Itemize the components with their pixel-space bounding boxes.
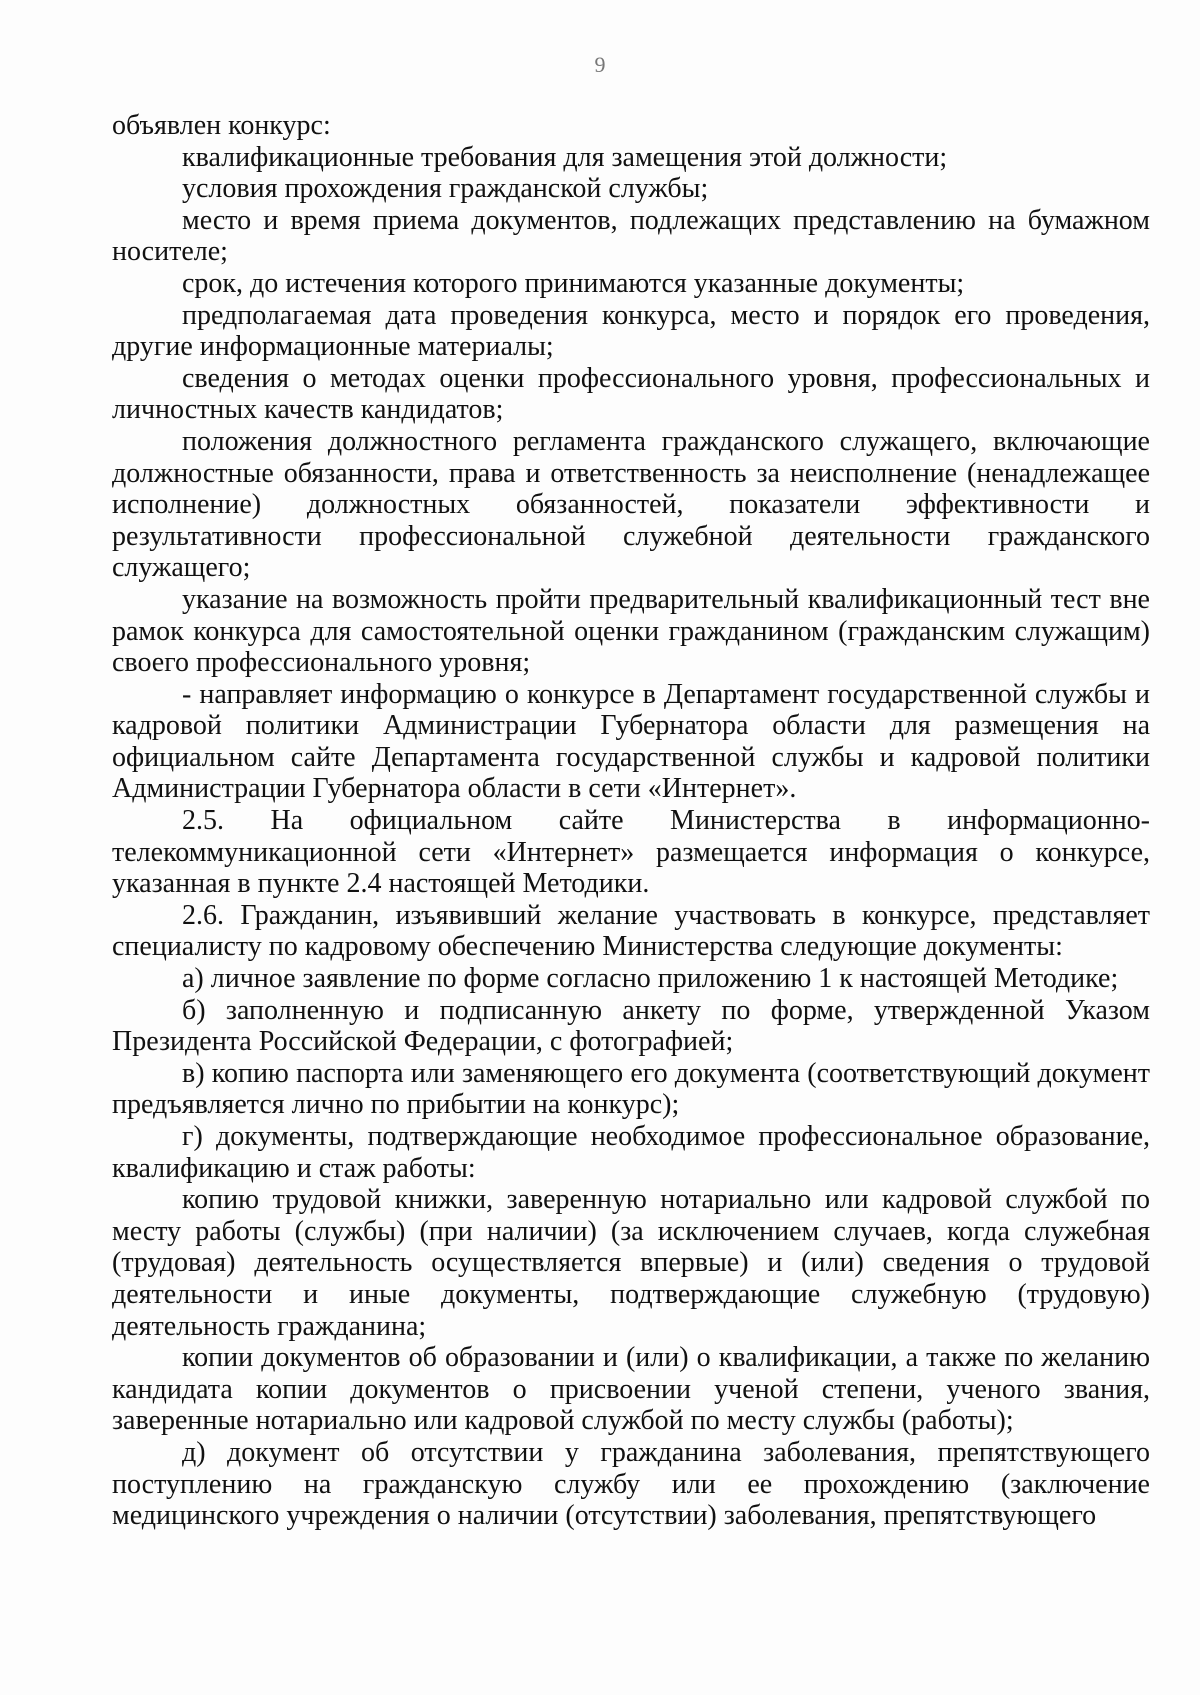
- paragraph: условия прохождения гражданской службы;: [182, 173, 709, 205]
- paragraph: г) документы, подтверждающие необходимое профессиональное образование, квалификацию и стаж работы:: [112, 1121, 1150, 1184]
- paragraph: квалификационные требования для замещения этой должности;: [182, 141, 948, 173]
- page-number: 9: [594, 52, 606, 77]
- paragraph: срок, до истечения которого принимаются указанные документы;: [182, 267, 965, 299]
- paragraph: предполагаемая дата проведения конкурса, место и порядок его проведения, другие информационные материалы;: [112, 299, 1150, 363]
- paragraph: д) документ об отсутствии у гражданина заболевания, препятствующего поступлению на гражданскую службу или ее прохождению (заключение медицинского учреждения о наличии (отсутствии) заболевания, препятствующего: [112, 1436, 1150, 1532]
- paragraph: положения должностного регламента гражданского служащего, включающие должностные обязанности, права и ответственность за неисполнение (ненадлежащее исполнение) должностных обязанностей, показатели эффективности и результативности профессиональной служебной деятельности гражданского служащего;: [112, 425, 1150, 584]
- paragraph: копии документов об образовании и (или) о квалификации, а также по желанию кандидата копии документов о присвоении ученой степени, ученого звания, заверенные нотариально или кадровой службой по месту службы (работы);: [112, 1342, 1150, 1437]
- paragraph: а) личное заявление по форме согласно приложению 1 к настоящей Методике;: [182, 963, 1119, 995]
- paragraph: 2.5. На официальном сайте Министерства в информационно-телекоммуникационной сети «Интернет» размещается информация о конкурсе, указанная в пункте 2.4 настоящей Методики.: [112, 805, 1150, 900]
- document-body: [112, 110, 1150, 1532]
- paragraph: объявлен конкурс:: [112, 110, 331, 141]
- paragraph: 2.6. Гражданин, изъявивший желание участвовать в конкурсе, представляет специалисту по кадровому обеспечению Министерства следующие документы:: [112, 899, 1150, 963]
- paragraph: указание на возможность пройти предварительный квалификационный тест вне рамок конкурса для самостоятельной оценки гражданином (гражданским служащим) своего профессионального уровня;: [112, 583, 1150, 679]
- paragraph: копию трудовой книжки, заверенную нотариально или кадровой службой по месту работы (службы) (при наличии) (за исключением случаев, когда служебная (трудовая) деятельность осуществляется впервые) и (или) сведения о трудовой деятельности и иные документы, подтверждающие служебную (трудовую) деятельность гражданина;: [112, 1184, 1150, 1342]
- paragraph: - направляет информацию о конкурсе в Департамент государственной службы и кадровой политики Администрации Губернатора области для размещения на официальном сайте Департамента государственной службы и кадровой политики Администрации Губернатора области в сети «Интернет».: [112, 678, 1150, 805]
- paragraph: б) заполненную и подписанную анкету по форме, утвержденной Указом Президента Российской Федерации, с фотографией;: [112, 994, 1150, 1058]
- paragraph: место и время приема документов, подлежащих представлению на бумажном носителе;: [112, 204, 1150, 268]
- paragraph: сведения о методах оценки профессионального уровня, профессиональных и личностных качеств кандидатов;: [112, 362, 1150, 426]
- paragraph: в) копию паспорта или заменяющего его документа (соответствующий документ предъявляется лично по прибытии на конкурс);: [112, 1057, 1150, 1121]
